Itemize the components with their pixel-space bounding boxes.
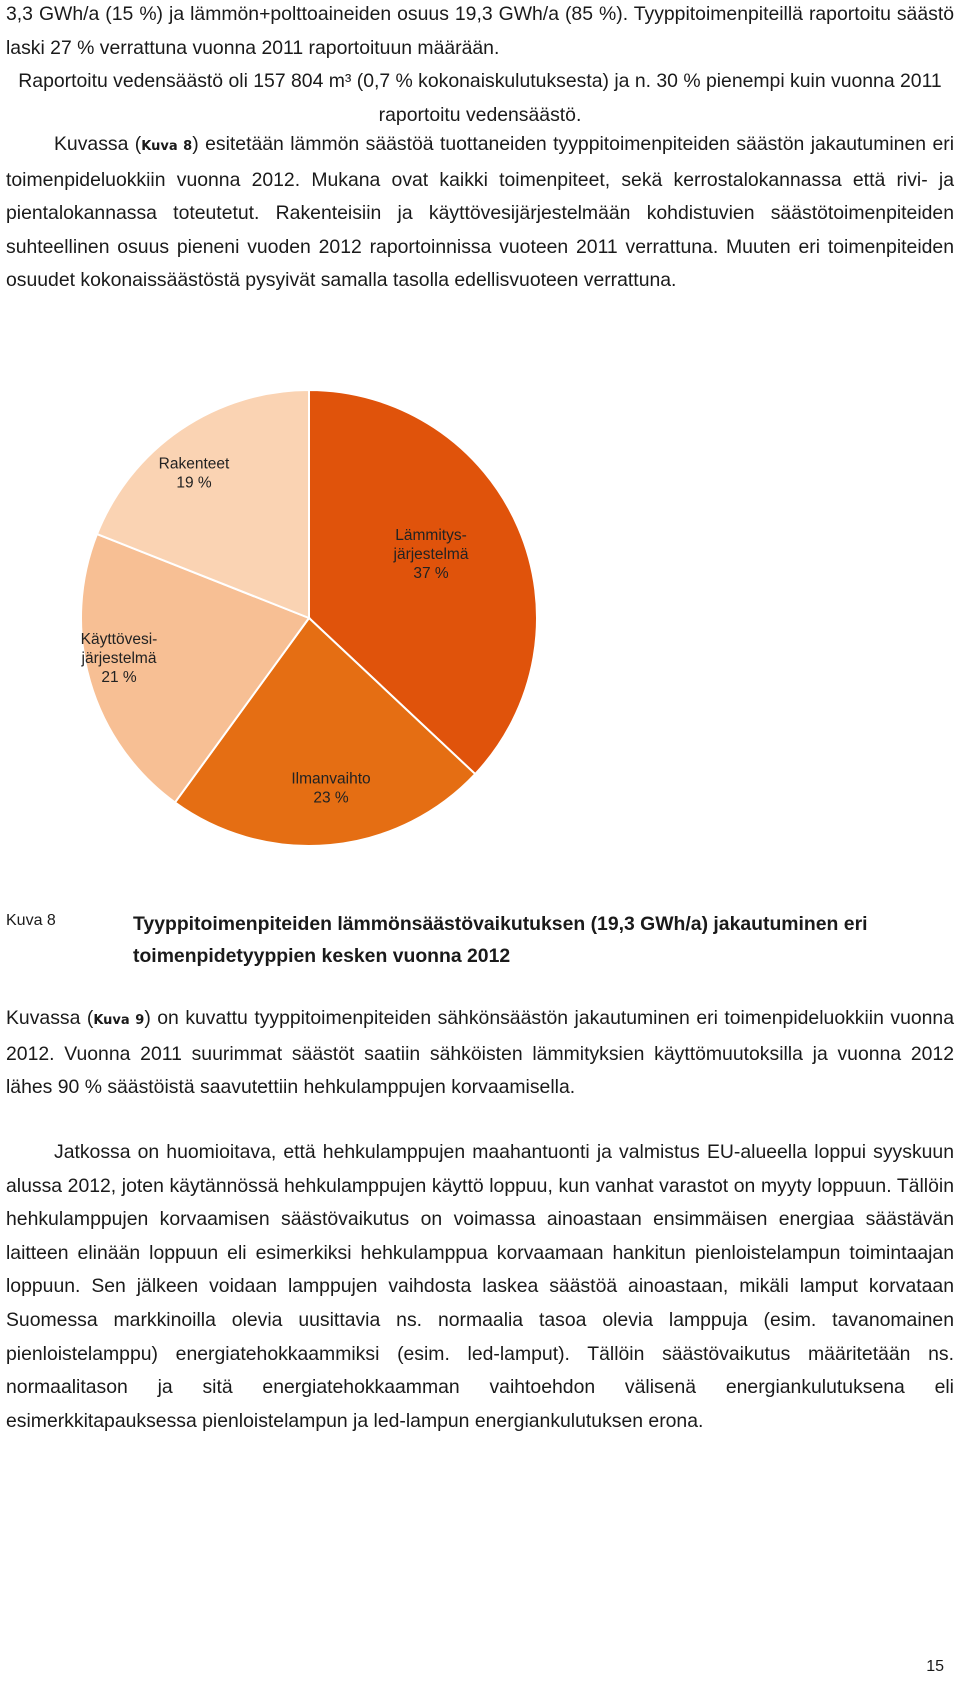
paragraph-text bbox=[6, 128, 954, 298]
paragraph-text: Raportoitu vedensäästö oli 157 804 m³ (0,7 % kokonaiskulutuksesta) ja n. 30 % pienempi kuin vuonna 2011 raportoitu vedensäästö. bbox=[18, 70, 942, 126]
paragraph-text-post: ) esitetään lämmön säästöä tuottaneiden tyyppitoimenpiteiden säästön jakautuminen eri toimenpideluokkiin vuonna 2012. Mukana ovat kaikki toimenpiteet, sekä kerrostalokannassa että rivi- ja pientalokannassa toteutetut. Rakenteisiin ja käyttövesijärjestelmään kohdistuvien säästötoimenpiteiden suhteellinen osuus pieneni vuoden 2012 raportoinnissa vuoteen 2011 verrattuna. Muuten eri toimenpiteiden osuudet kokonaissäästöstä pysyivät samalla tasolla edellisvuoteen verrattuna. bbox=[6, 133, 955, 292]
pie-label-line: 21 % bbox=[101, 669, 137, 686]
pie-chart bbox=[79, 385, 609, 895]
figure-reference[interactable]: Kuva 9 bbox=[93, 1013, 145, 1028]
paragraph-intro bbox=[6, 0, 954, 132]
pie-chart-svg bbox=[79, 385, 609, 895]
pie-label-line: järjestelmä bbox=[81, 650, 157, 667]
figure-reference[interactable]: Kuva 8 bbox=[141, 139, 193, 154]
paragraph-text: 3,3 GWh/a (15 %) ja lämmön+polttoaineiden osuus 19,3 GWh/a (85 %). Tyyppitoimenpiteillä raportoitu säästö laski 27 % verrattuna vuonna 2011 raportoituun määrään. bbox=[6, 3, 954, 59]
pie-label-line: Lämmitys- bbox=[395, 527, 467, 544]
pie-label-line: 37 % bbox=[413, 565, 449, 582]
pie-label-line: Ilmanvaihto bbox=[291, 770, 371, 788]
paragraph-text-post: ) on kuvattu tyyppitoimenpiteiden sähkönsäästön jakautuminen eri toimenpideluokkiin vuonna 2012. Vuonna 2011 suurimmat säästöt saatiin sähköisten lämmityksien käyttömuutoksilla ja vuonna 2012 lähes 90 % säästöistä saavutettiin hehkulamppujen korvaamisella. bbox=[6, 1007, 954, 1099]
page-number: 15 bbox=[926, 1658, 944, 1675]
pie-label-line: Rakenteet bbox=[158, 455, 230, 473]
paragraph-text bbox=[6, 1002, 954, 1105]
figure-caption: Tyyppitoimenpiteiden lämmönsäästövaikutuksen (19,3 GWh/a) jakautuminen eri toimenpidetyyppien kesken vuonna 2012 bbox=[133, 913, 868, 967]
figure-number: Kuva 8 bbox=[6, 912, 56, 929]
paragraph-text-pre: Kuvassa ( bbox=[54, 133, 142, 155]
paragraph-kuva9 bbox=[6, 1002, 954, 1105]
paragraph-text: Jatkossa on huomioitava, että hehkulamppujen maahantuonti ja valmistus EU-alueella loppui syyskuun alussa 2012, joten käytännössä hehkulamppujen käyttö loppuu, kun vanhat varastot on myyty loppuun. Tällöin hehkulamppujen korvaamisen säästövaikutus on voimassa ainoastaan ensimmäisen energiaa säästävän laitteen elinään loppuun eli esimerkiksi hehkulamppua korvaamaan hankitun pienloistelampun toimintaajan loppuun. Sen jälkeen voidaan lamppujen vaihdosta laskea säästöä ainoastaan, mikäli lamput korvataan Suomessa markkinoilla olevia uusittavia ns. normaalia tasoa olevia lamppuja (esim. tavanomainen pienloistelamppu) energiatehokkaammiksi (esim. led-lamput). Tällöin säästövaikutus määritetään ns. normaalitason ja sitä energiatehokkaamman vaihtoehdon välisenä energiankulutuksena eli esimerkkitapauksessa pienloistelampun ja led-lampun energiankulutuksen erona. bbox=[6, 1141, 954, 1432]
pie-label-line: järjestelmä bbox=[393, 546, 469, 563]
pie-label-line: 19 % bbox=[176, 474, 212, 492]
pie-label-line: Käyttövesi- bbox=[80, 631, 158, 648]
paragraph-kuva8 bbox=[6, 128, 954, 298]
paragraph-text-pre: Kuvassa ( bbox=[6, 1007, 94, 1029]
pie-label-line: 23 % bbox=[313, 789, 349, 807]
paragraph-hehkulamput bbox=[6, 1136, 954, 1438]
